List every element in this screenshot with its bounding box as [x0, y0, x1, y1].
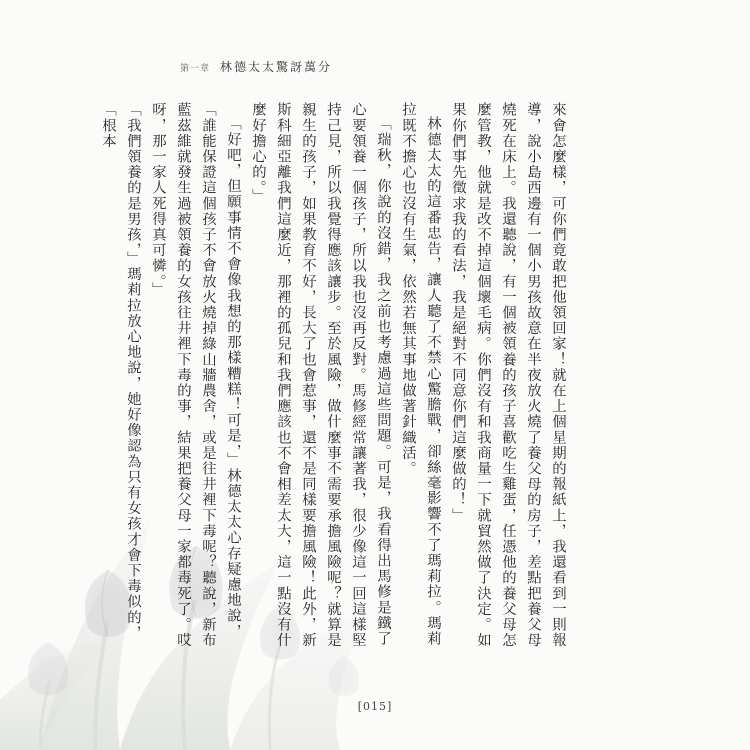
paragraph: 「瑞秋，你說的沒錯，我之前也考慮過這些問題。可是，我看得出馬修是鐵了心要領養一個孩子，所以我也沒再反對。馬修經常讓著我，很少像這一回這樣堅持己見，所以我覺得應該讓步。至於風險，做什麼事不需要承擔風險呢？就算是親生的孩子，如果教育不好，長大了也會惹事，還不是同樣要擔風險！此外，新斯科細亞離我們這麼近，那裡的孤兒和我們應該也不會相差太大，這一點沒有什麼好擔心的。」: [250, 102, 391, 648]
chapter-label: 第一章: [180, 64, 211, 74]
tulip-icon: [28, 642, 68, 696]
chapter-title: 林德太太驚訝萬分: [220, 60, 333, 74]
paragraph: 來會怎麼樣，可你們竟敢把他領回家！就在上個星期的報紙上，我還看到一則報導，說小島西邊有一個小男孩故意在半夜放火燒了養父母的房子，差點把養父母燒死在床上。我還聽說，有一個被領養的孩子喜歡吃生雞蛋，任憑他的養父母怎麼管教，他就是改不掉這個壞毛病。你們沒有和我商量一下就貿然做了決定。如果你們事先徵求我的看法，我是絕對不同意你們這麼做的！」: [450, 102, 566, 648]
running-header: [180, 58, 332, 75]
paragraph: 林德太太的這番忠告，讓人聽了不禁心驚膽戰，卻絲毫影響不了瑪莉拉。瑪莉拉既不擔心也沒有生氣，依然若無其事地做著針織活。: [400, 102, 441, 647]
vertical-body-text: [100, 102, 570, 662]
page-number: [015]: [357, 700, 393, 713]
paragraph: 「好吧，但願事情不會像我想的那樣糟糕！可是，」林德太太心存疑慮地說，「誰能保證這個孩子不會放火燒掉綠山牆農舍，或是往井裡下毒呢？聽說，新布藍茲維就發生過被領養的女孩往井裡下毒的事，結果把養父母一家都毒死了。哎呀，那一家人死得真可憐。」: [150, 102, 241, 648]
paragraph: 「我們領養的是男孩，」瑪莉拉放心地說，她好像認為只有女孩才會下毒似的，「根本: [100, 102, 141, 641]
